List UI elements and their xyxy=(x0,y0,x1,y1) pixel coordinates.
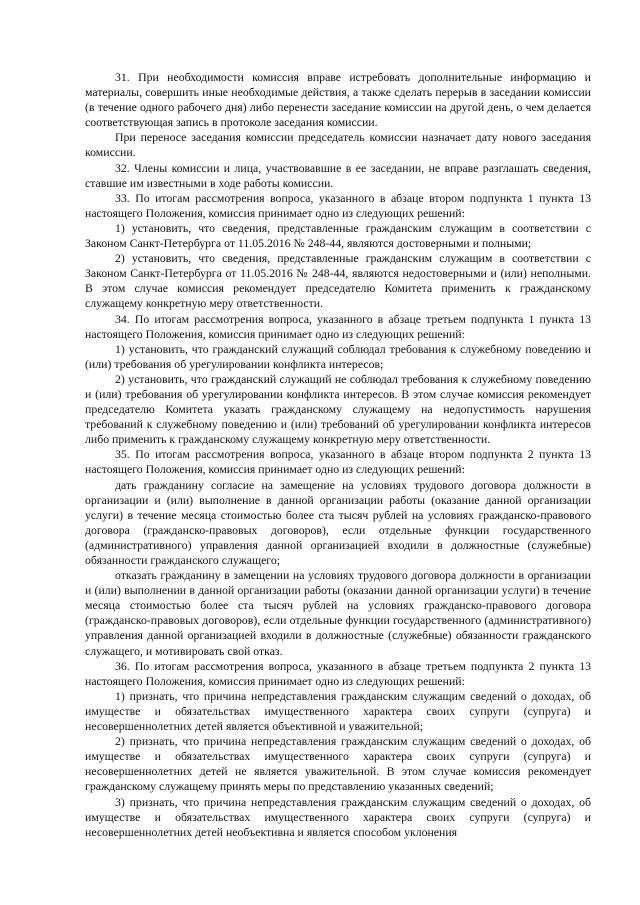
document-page xyxy=(85,70,591,840)
paragraph-35-consent: дать гражданину согласие на замещение на условиях трудового договора должности в организации и (или) выполнение в данной организации работы (оказание данной организации услуги) в течение месяца стоимостью более ста тысяч рублей на условиях гражданско-правового договора (гражданско-правовых договоров), если отдельные функции государственного (административного) управления данной организацией входили в должностные (служебные) обязанности гражданского служащего; xyxy=(85,477,591,567)
paragraph-33-item-1: 1) установить, что сведения, представленные гражданским служащим в соответствии с Законом Санкт-Петербурга от 11.05.2016 № 248-44, являются достоверными и полными; xyxy=(85,220,591,251)
paragraph-36: 36. По итогам рассмотрения вопроса, указанного в абзаце третьем подпункта 2 пункта 13 настоящего Положения, комиссия принимает одно из следующих решений: xyxy=(85,658,591,688)
paragraph-33-item-2: 2) установить, что сведения, представленные гражданским служащим в соответствии с Законом Санкт-Петербурга от 11.05.2016 № 248-44, являются недостоверными и (или) неполными. В этом случае комиссия рекомендует председателю Комитета применить к гражданскому служащему конкретную меру ответственности. xyxy=(85,251,591,311)
paragraph-36-item-1: 1) признать, что причина непредставления гражданским служащим сведений о доходах, об имуществе и обязательствах имущественного характера своих супруги (супруга) и несовершеннолетних детей является объективной и уважительной; xyxy=(85,688,591,734)
paragraph-33: 33. По итогам рассмотрения вопроса, указанного в абзаце втором подпункта 1 пункта 13 настоящего Положения, комиссия принимает одно из следующих решений: xyxy=(85,190,591,220)
paragraph-34: 34. По итогам рассмотрения вопроса, указанного в абзаце третьем подпункта 1 пункта 13 настоящего Положения, комиссия принимает одно из следующих решений: xyxy=(85,311,591,341)
paragraph-34-item-1: 1) установить, что гражданский служащий соблюдал требования к служебному поведению и (или) требования об урегулировании конфликта интересов; xyxy=(85,341,591,371)
paragraph-31: 31. При необходимости комиссия вправе истребовать дополнительные информацию и материалы, совершить иные необходимые действия, а также сделать перерыв в заседании комиссии (в течение одного рабочего дня) либо перенести заседание комиссии на другой день, о чем делается соответствующая запись в протоколе заседания комиссии. xyxy=(85,70,591,130)
paragraph-36-item-3: 3) признать, что причина непредставления гражданским служащим сведений о доходах, об имуществе и обязательствах имущественного характера своих супруги (супруга) и несовершеннолетних детей необъективна и является способом уклонения xyxy=(85,794,591,839)
paragraph-35: 35. По итогам рассмотрения вопроса, указанного в абзаце втором подпункта 2 пункта 13 настоящего Положения, комиссия принимает одно из следующих решений: xyxy=(85,447,591,477)
paragraph-35-refusal: отказать гражданину в замещении на условиях трудового договора должности в организации и (или) выполнении в данной организации работы (оказании данной организации услуги) в течение месяца стоимостью более ста тысяч рублей на условиях гражданско-правового договора (гражданско-правовых договоров), если отдельные функции государственного (административного) управления данной организацией входили в должностные (служебные) обязанности гражданского служащего, и мотивировать свой отказ. xyxy=(85,568,591,658)
paragraph-34-item-2: 2) установить, что гражданский служащий не соблюдал требования к служебному поведению и (или) требования об урегулировании конфликта интересов. В этом случае комиссия рекомендует председателю Комитета указать гражданскому служащему на недопустимость нарушения требований к служебному поведению и (или) требований об урегулировании конфликта интересов либо применить к гражданскому служащему конкретную меру ответственности. xyxy=(85,371,591,447)
paragraph-32: 32. Члены комиссии и лица, участвовавшие в ее заседании, не вправе разглашать сведения, ставшие им известными в ходе работы комиссии. xyxy=(85,160,591,190)
paragraph-31-postponement: При переносе заседания комиссии председатель комиссии назначает дату нового заседания комиссии. xyxy=(85,130,591,160)
paragraph-36-item-2: 2) признать, что причина непредставления гражданским служащим сведений о доходах, об имуществе и обязательствах имущественного характера своих супруги (супруга) и несовершеннолетних детей не является уважительной. В этом случае комиссия рекомендует гражданскому служащему принять меры по представлению указанных сведений; xyxy=(85,734,591,794)
